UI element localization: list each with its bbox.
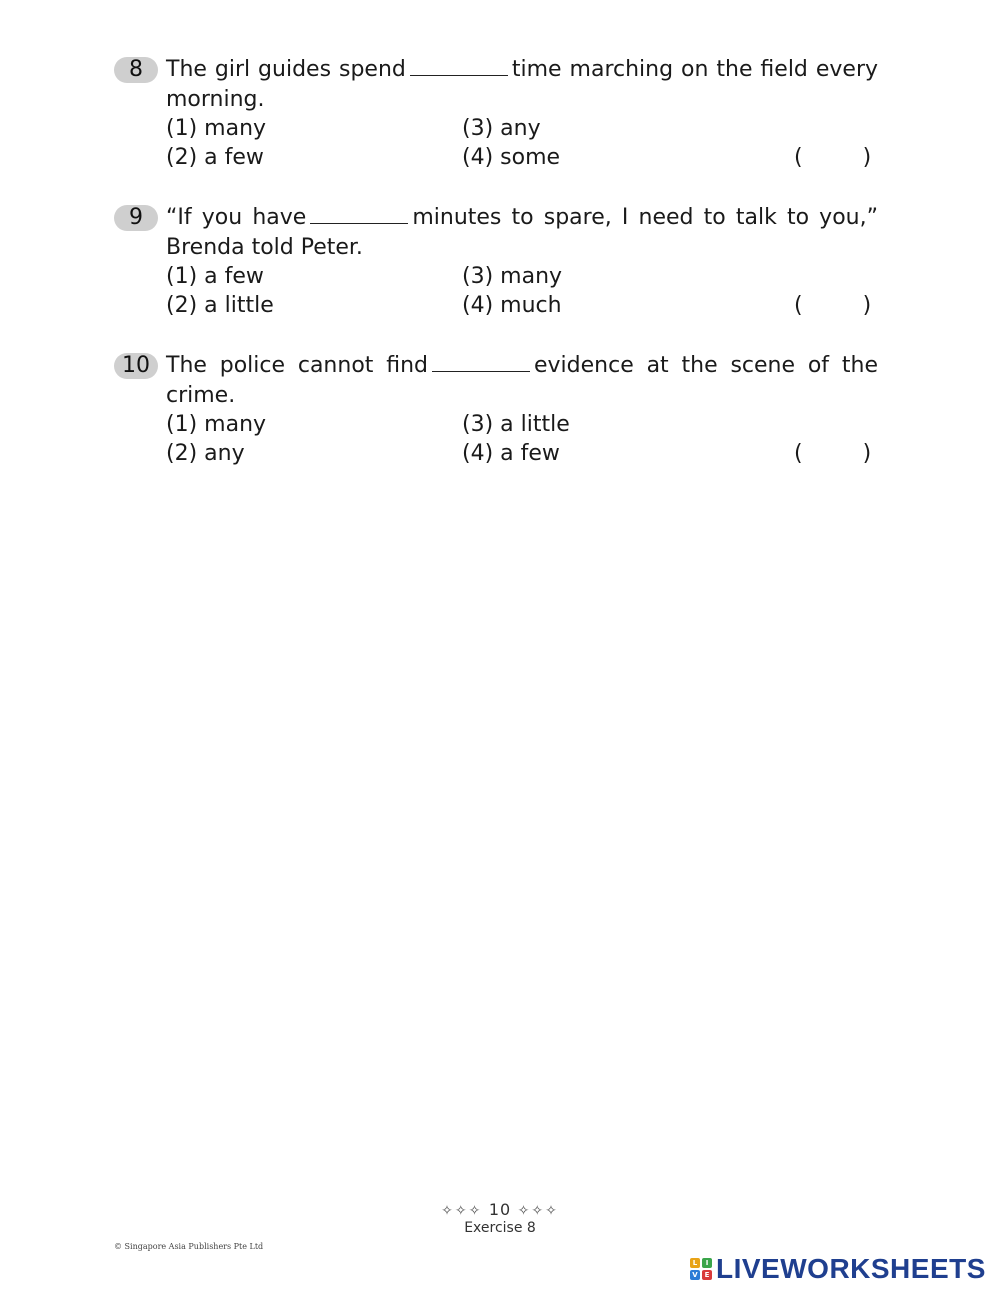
page-number: 10: [488, 1200, 512, 1219]
option-1[interactable]: (1) many: [166, 412, 267, 437]
question-stem: The girl guides spend time marching on the field every morning.: [166, 57, 879, 112]
option-2[interactable]: (2) any: [166, 441, 245, 466]
page-number-footer: [0, 1200, 1000, 1219]
logo-tile: E: [702, 1270, 712, 1280]
answer-box[interactable]: ( ): [794, 441, 872, 466]
question-9: [114, 205, 884, 325]
answer-blank[interactable]: [410, 57, 508, 76]
option-1[interactable]: (1) a few: [166, 264, 264, 289]
ornament-left-icon: ✧✧✧: [441, 1203, 483, 1219]
question-number-badge: 9: [114, 205, 158, 231]
option-4[interactable]: (4) much: [462, 293, 562, 318]
question-stem: “If you have minutes to spare, I need to talk to you,” Brenda told Peter.: [166, 205, 878, 260]
logo-tile: V: [690, 1270, 700, 1280]
answer-blank[interactable]: [310, 205, 408, 224]
answer-box[interactable]: ( ): [794, 293, 872, 318]
question-number-badge: 8: [114, 57, 158, 83]
option-4[interactable]: (4) some: [462, 145, 561, 170]
answer-box[interactable]: ( ): [794, 145, 872, 170]
copyright-notice: © Singapore Asia Publishers Pte Ltd: [114, 1242, 264, 1251]
logo-tile: I: [702, 1258, 712, 1268]
option-2[interactable]: (2) a few: [166, 145, 264, 170]
option-3[interactable]: (3) many: [462, 264, 563, 289]
exercise-label: Exercise 8: [464, 1220, 536, 1236]
answer-blank[interactable]: [432, 353, 530, 372]
logo-tile: L: [690, 1258, 700, 1268]
question-stem: The police cannot find evidence at the scene of the crime.: [166, 353, 878, 408]
option-4[interactable]: (4) a few: [462, 441, 560, 466]
option-1[interactable]: (1) many: [166, 116, 267, 141]
option-3[interactable]: (3) a little: [462, 412, 570, 437]
question-10: [114, 353, 884, 473]
liveworksheets-logo-icon: [690, 1258, 712, 1280]
brand-text: LIVEWORKSHEETS: [716, 1253, 986, 1284]
liveworksheets-brand: [690, 1254, 986, 1284]
ornament-right-icon: ✧✧✧: [517, 1203, 559, 1219]
question-number-badge: 10: [114, 353, 158, 379]
option-2[interactable]: (2) a little: [166, 293, 274, 318]
option-3[interactable]: (3) any: [462, 116, 541, 141]
question-8: [114, 57, 884, 177]
